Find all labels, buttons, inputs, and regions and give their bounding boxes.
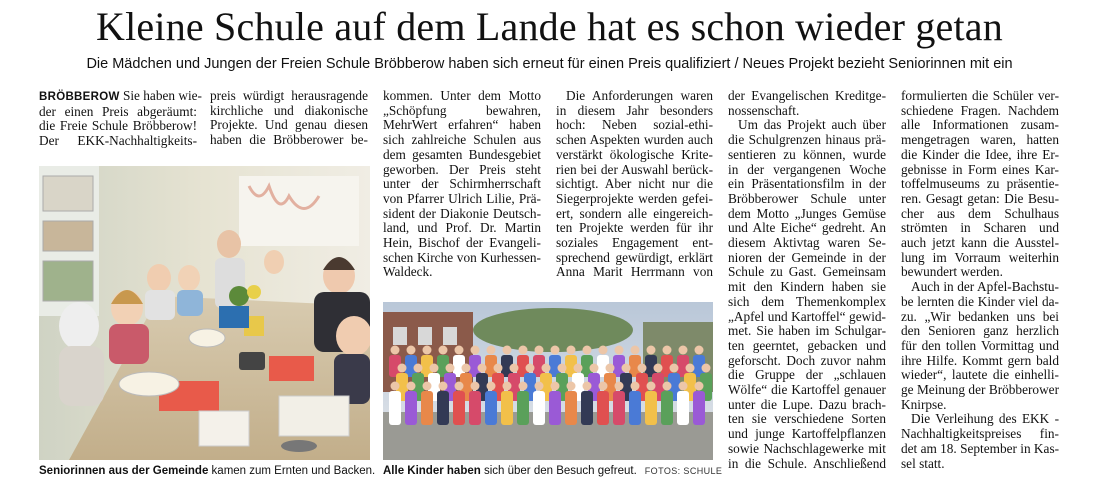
column-6-line-24: det am 18. September in Kas- xyxy=(901,440,1060,456)
column-6-line-10: auch jetzt kann die Ausstel- xyxy=(901,235,1059,251)
child-figure xyxy=(631,382,640,391)
child-figure xyxy=(494,364,503,373)
article-column-5 xyxy=(728,89,886,471)
child-figure xyxy=(478,364,487,373)
child-figure xyxy=(638,364,647,373)
column-3-line-5: geworben. Der Preis steht xyxy=(383,161,541,177)
child-figure xyxy=(693,391,705,425)
column-4-line-12: Anna Marit Herrmann von xyxy=(556,264,713,280)
column-5-line-11: nioren der Gemeinde in der xyxy=(728,249,886,265)
column-3-line-8: sident der Diakonie Deutsch- xyxy=(383,205,541,221)
column-3-line-0: kommen. Unter dem Motto xyxy=(383,88,541,103)
child-figure xyxy=(391,346,400,355)
column-5-line-10: diesem Aktivtag waren Se- xyxy=(728,235,886,251)
column-3-line-3: sich zahlreiche Schulen aus xyxy=(383,132,541,148)
column-1-line-0: BRÖBBEROW Sie haben wie- xyxy=(39,88,202,103)
column-6-line-23: Nachhaltigkeitspreises fin- xyxy=(901,426,1059,442)
column-5-line-17: ten geerntet, gebacken und xyxy=(728,337,886,353)
column-6-line-6: toffelmuseums zu präsentie- xyxy=(901,176,1059,192)
column-4-line-6: sichtigt. Aber nicht nur die xyxy=(556,176,713,192)
child-figure xyxy=(462,364,471,373)
child-figure xyxy=(407,346,416,355)
child-figure xyxy=(590,364,599,373)
column-4-line-8: ert, sondern alle eingereich- xyxy=(556,205,713,221)
child-figure xyxy=(663,346,672,355)
column-4-line-3: schen Aspekten wurden auch xyxy=(556,132,713,148)
column-6-line-17: für den tollen Vormittag und xyxy=(901,337,1059,353)
column-3-line-10: Hein, Bischof der Evangeli- xyxy=(383,235,541,251)
column-6-line-15: zu. „Wir bedanken uns bei xyxy=(901,308,1059,324)
column-5-line-19: die Gruppe der „schlauen xyxy=(728,367,886,383)
child-figure xyxy=(645,391,657,425)
child-figure xyxy=(549,391,561,425)
child-figure xyxy=(423,346,432,355)
child-figure xyxy=(542,364,551,373)
child-figure xyxy=(485,391,497,425)
column-6-line-7: ren. Gesagt getan: Die Besu- xyxy=(901,190,1059,206)
child-figure xyxy=(615,346,624,355)
child-figure xyxy=(599,346,608,355)
child-figure xyxy=(405,391,417,425)
child-figure xyxy=(679,382,688,391)
column-5-line-6: ein Präsentationsfilm in der xyxy=(728,176,886,192)
column-5-line-15: „Apfel und Kartoffel“ gewid- xyxy=(728,308,886,324)
child-figure xyxy=(558,364,567,373)
column-6-line-16: den Senioren ganz herzlich xyxy=(901,323,1059,339)
child-figure xyxy=(574,364,583,373)
column-5-line-13: mit den Kindern haben sie xyxy=(728,279,886,295)
child-figure xyxy=(501,391,513,425)
column-4-line-9: ten Projekte werden für ihr xyxy=(556,220,713,236)
child-figure xyxy=(414,364,423,373)
child-figure xyxy=(453,391,465,425)
child-figure xyxy=(423,382,432,391)
child-figure xyxy=(654,364,663,373)
column-2-line-0: preis würdigt herausragende xyxy=(210,88,368,103)
column-5-line-25: in die Schule. Anschließend xyxy=(728,455,886,471)
column-6-line-25: sel statt. xyxy=(901,455,945,471)
column-3-line-4: dem gesamten Bundesgebiet xyxy=(383,146,541,162)
column-1-line-2: die Freie Schule Bröbberow! xyxy=(39,118,197,134)
column-6-line-21: Knirpse. xyxy=(901,396,947,412)
column-3-line-9: land, und Prof. Dr. Martin xyxy=(383,220,541,236)
photo-caption-seniors: Seniorinnen aus der Gemeinde kamen zum Ernten und Backen. xyxy=(39,465,376,477)
column-4-line-11: sprechend gewürdigt, erklärt xyxy=(556,249,713,265)
column-5-line-3: die Schulgrenzen hinaus prä- xyxy=(728,132,886,148)
column-4-line-7: Siegerprojekte werden gefei- xyxy=(556,190,713,206)
photo-credit: FOTOS: SCHULE xyxy=(644,466,723,476)
column-5-line-18: geforscht. Doch zuvor nahm xyxy=(728,352,886,368)
photo-caption-children: Alle Kinder haben sich über den Besuch gefreut. FOTOS: SCHULE xyxy=(383,465,723,477)
column-6-line-12: bewundert werden. xyxy=(901,264,1003,280)
column-6-line-2: alle Informationen zusam- xyxy=(901,117,1059,133)
child-figure xyxy=(437,391,449,425)
child-figure xyxy=(407,382,416,391)
column-6-line-18: ihre Hilfe. Kommt gern bald xyxy=(901,352,1059,368)
column-1-line-3: Der EKK-Nachhaltigkeits- xyxy=(39,133,197,149)
child-figure xyxy=(647,382,656,391)
child-figure xyxy=(439,382,448,391)
column-6-line-22: Die Verleihung des EKK - xyxy=(911,411,1059,427)
column-6-line-11: lung im Vorraum weiterhin xyxy=(901,249,1059,265)
article-column-6 xyxy=(901,89,1059,471)
child-figure xyxy=(583,382,592,391)
column-5-line-16: met. Sie haben im Schulgar- xyxy=(728,323,886,339)
child-figure xyxy=(677,391,689,425)
column-3-line-6: unter der Schirmherrschaft xyxy=(383,176,541,192)
child-figure xyxy=(455,382,464,391)
child-figure xyxy=(581,391,593,425)
child-figure xyxy=(519,382,528,391)
child-figure xyxy=(510,364,519,373)
column-5-line-7: Bröbberower Schule unter xyxy=(728,190,886,206)
child-figure xyxy=(391,382,400,391)
column-6-line-8: cher aus dem Schulhaus xyxy=(901,205,1059,221)
child-figure xyxy=(631,346,640,355)
photo-seniors-baking xyxy=(39,166,370,460)
child-figure xyxy=(670,364,679,373)
column-5-line-12: Schule zu Gast. Gemeinsam xyxy=(728,264,886,280)
column-6-line-0: formulierten die Schüler ver- xyxy=(901,88,1059,103)
child-figure xyxy=(455,346,464,355)
child-figure xyxy=(503,382,512,391)
child-figure xyxy=(615,382,624,391)
child-figure xyxy=(535,346,544,355)
column-5-line-14: sich dem Themenkomplex xyxy=(728,293,886,309)
column-5-line-20: Wölfe“ die Kartoffel genauer xyxy=(728,382,886,398)
column-2-line-1: kirchliche und diakonische xyxy=(210,102,368,118)
child-figure xyxy=(519,346,528,355)
column-5-line-23: und junge Kartoffelpflanzen xyxy=(728,426,886,442)
child-figure xyxy=(679,346,688,355)
photo-children-group xyxy=(383,302,713,460)
child-figure xyxy=(398,364,407,373)
column-5-line-24: sowie Nachschlagewerke mit xyxy=(728,440,886,456)
column-6-line-20: ge Meinung der Bröbberower xyxy=(901,382,1059,398)
child-figure xyxy=(469,391,481,425)
column-5-line-2: Um das Projekt auch über xyxy=(738,117,886,133)
child-figure xyxy=(613,391,625,425)
child-figure xyxy=(439,346,448,355)
page-title: Kleine Schule auf dem Lande hat es schon wieder getan xyxy=(96,4,1003,49)
column-6-line-13: Auch in der Apfel-Bachstu- xyxy=(911,279,1059,295)
article-column-1 xyxy=(39,88,202,149)
child-figure xyxy=(661,391,673,425)
column-6-line-3: mengetragen waren, hatten xyxy=(901,132,1059,148)
column-5-line-5: in der vergangenen Woche xyxy=(728,161,886,177)
column-1-line-1: der einen Preis abgeräumt: xyxy=(39,103,197,119)
column-5-line-9: und Alte Eiche“ gedreht. An xyxy=(728,220,886,236)
column-5-line-0: der Evangelischen Kreditge- xyxy=(728,88,886,103)
column-2-line-2: Projekte. Und genau diesen xyxy=(210,117,368,133)
child-figure xyxy=(686,364,695,373)
child-figure xyxy=(551,346,560,355)
column-3-line-11: schen Kirche von Kurhessen- xyxy=(383,249,541,265)
child-figure xyxy=(517,391,529,425)
child-figure xyxy=(695,346,704,355)
column-4-line-5: rien bei der Auswahl berück- xyxy=(556,161,713,177)
child-figure xyxy=(471,382,480,391)
article-column-3 xyxy=(383,89,541,280)
column-5-line-4: sentieren zu können, wurde xyxy=(728,146,886,162)
dateline: BRÖBBEROW xyxy=(39,91,120,103)
child-figure xyxy=(471,346,480,355)
child-figure xyxy=(526,364,535,373)
column-6-line-19: wieder“, lautete die einhelli- xyxy=(901,367,1059,383)
column-6-line-4: die Kinder die Idee, ihre Er- xyxy=(901,146,1059,162)
column-4-line-0: Die Anforderungen waren xyxy=(566,88,713,103)
child-figure xyxy=(430,364,439,373)
column-6-line-5: gebnisse in Form eines Kar- xyxy=(901,161,1059,177)
column-4-line-4: verstärkt ökologische Krite- xyxy=(556,146,713,162)
column-6-line-9: strömten in Scharen und xyxy=(901,220,1059,236)
child-figure xyxy=(597,391,609,425)
child-figure xyxy=(487,382,496,391)
column-3-line-7: von Pfarrer Ulrich Lilie, Prä- xyxy=(383,190,541,206)
column-3-line-2: MehrWert erfahren“ haben xyxy=(383,117,541,133)
child-figure xyxy=(487,346,496,355)
child-figure xyxy=(567,382,576,391)
child-figure xyxy=(695,382,704,391)
column-2-line-3: haben die Bröbberower be- xyxy=(210,132,368,148)
column-5-line-1: nossenschaft. xyxy=(728,102,800,118)
column-5-line-8: dem Motto „Junges Gemüse xyxy=(728,205,886,221)
child-figure xyxy=(567,346,576,355)
child-figure xyxy=(389,391,401,425)
child-figure xyxy=(622,364,631,373)
column-4-line-2: hoch: Neben sozial-ethi- xyxy=(556,117,713,133)
child-figure xyxy=(535,382,544,391)
child-figure xyxy=(551,382,560,391)
column-6-line-1: schiedene Fragen. Nachdem xyxy=(901,102,1059,118)
child-figure xyxy=(629,391,641,425)
column-4-line-10: soziales Engagement ent- xyxy=(556,235,713,251)
child-figure xyxy=(583,346,592,355)
child-figure xyxy=(702,364,711,373)
article-column-2 xyxy=(210,89,368,148)
child-figure xyxy=(663,382,672,391)
article-column-4 xyxy=(556,89,713,280)
child-figure xyxy=(446,364,455,373)
column-3-line-1: „Schöpfung bewahren, xyxy=(383,102,541,118)
column-5-line-21: unter die Lupe. Dazu brach- xyxy=(728,396,886,412)
column-6-line-14: be lernten die Kinder viel da- xyxy=(901,293,1059,309)
child-figure xyxy=(599,382,608,391)
child-figure xyxy=(533,391,545,425)
child-figure xyxy=(606,364,615,373)
column-3-line-12: Waldeck. xyxy=(383,264,433,280)
child-figure xyxy=(503,346,512,355)
child-figure xyxy=(647,346,656,355)
column-4-line-1: in diesem Jahr besonders xyxy=(556,102,713,118)
child-figure xyxy=(421,391,433,425)
column-5-line-22: ten sie verschiedene Sorten xyxy=(728,411,886,427)
page-subtitle: Die Mädchen und Jungen der Freien Schule Bröbberow haben sich erneut für einen Preis qualifiziert / Neues Projekt bezieht Seniorinnen mit ein xyxy=(86,56,1013,72)
child-figure xyxy=(565,391,577,425)
